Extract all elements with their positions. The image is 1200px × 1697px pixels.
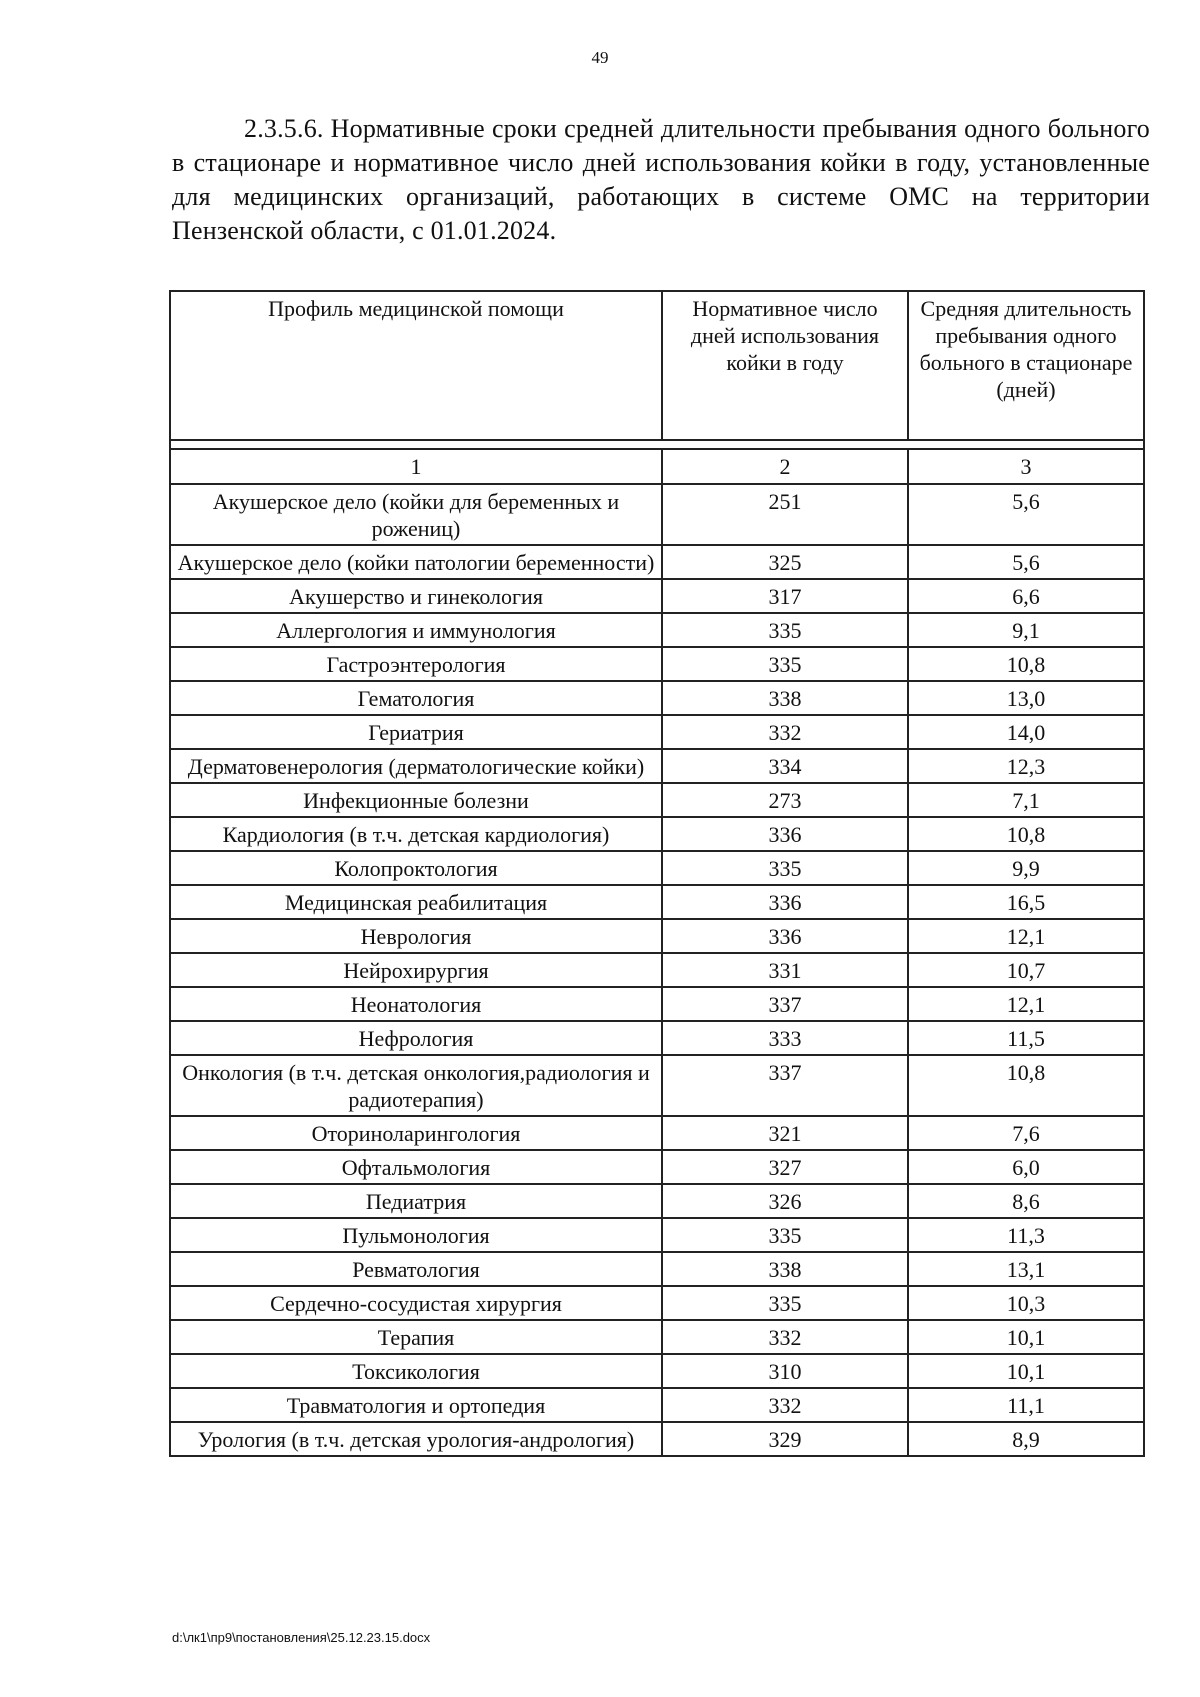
table-row — [170, 1150, 1144, 1184]
cell-avg-stay: 10,1 — [908, 1320, 1144, 1354]
cell-profile: Сердечно-сосудистая хирургия — [170, 1286, 662, 1320]
cell-profile: Акушерское дело (койки патологии беременности) — [170, 545, 662, 579]
cell-profile: Гастроэнтерология — [170, 647, 662, 681]
cell-bed-days: 332 — [662, 715, 908, 749]
cell-bed-days: 338 — [662, 681, 908, 715]
table-row — [170, 1055, 1144, 1116]
cell-profile: Травматология и ортопедия — [170, 1388, 662, 1422]
cell-avg-stay: 6,0 — [908, 1150, 1144, 1184]
cell-bed-days: 337 — [662, 987, 908, 1021]
cell-profile: Медицинская реабилитация — [170, 885, 662, 919]
cell-bed-days: 332 — [662, 1388, 908, 1422]
table-row — [170, 715, 1144, 749]
cell-avg-stay: 10,8 — [908, 1055, 1144, 1116]
table-row — [170, 1354, 1144, 1388]
table-row — [170, 783, 1144, 817]
cell-profile: Урология (в т.ч. детская урология-андрология) — [170, 1422, 662, 1456]
cell-avg-stay: 9,1 — [908, 613, 1144, 647]
table-row — [170, 1422, 1144, 1456]
column-number: 1 — [170, 449, 662, 484]
table-row — [170, 1021, 1144, 1055]
cell-profile: Нейрохирургия — [170, 953, 662, 987]
cell-avg-stay: 13,1 — [908, 1252, 1144, 1286]
cell-profile: Оториноларингология — [170, 1116, 662, 1150]
cell-bed-days: 335 — [662, 1286, 908, 1320]
cell-profile: Нефрология — [170, 1021, 662, 1055]
cell-bed-days: 335 — [662, 851, 908, 885]
cell-bed-days: 334 — [662, 749, 908, 783]
cell-bed-days: 310 — [662, 1354, 908, 1388]
cell-profile: Акушерское дело (койки для беременных и рожениц) — [170, 484, 662, 545]
column-number: 3 — [908, 449, 1144, 484]
cell-avg-stay: 11,3 — [908, 1218, 1144, 1252]
page-number: 49 — [591, 48, 609, 67]
cell-profile: Инфекционные болезни — [170, 783, 662, 817]
header-avg-stay: Средняя длительность пребывания одного больного в стационаре (дней) — [908, 291, 1144, 440]
cell-bed-days: 335 — [662, 1218, 908, 1252]
table-row — [170, 484, 1144, 545]
cell-avg-stay: 16,5 — [908, 885, 1144, 919]
cell-bed-days: 325 — [662, 545, 908, 579]
header-profile: Профиль медицинской помощи — [170, 291, 662, 440]
cell-profile: Колопроктология — [170, 851, 662, 885]
cell-avg-stay: 8,6 — [908, 1184, 1144, 1218]
cell-bed-days: 337 — [662, 1055, 908, 1116]
cell-avg-stay: 10,8 — [908, 817, 1144, 851]
column-number: 2 — [662, 449, 908, 484]
cell-bed-days: 336 — [662, 919, 908, 953]
section-heading: 2.3.5.6. Нормативные сроки средней длительности пребывания одного больного в стационаре и нормативное число дней использования койки в году, установленные для медицинских организаций, работающих в системе ОМС на территории Пензенской области, с 01.01.2024. — [172, 114, 1150, 245]
cell-bed-days: 317 — [662, 579, 908, 613]
table-row — [170, 681, 1144, 715]
table-row — [170, 1388, 1144, 1422]
table-row — [170, 885, 1144, 919]
table-row — [170, 817, 1144, 851]
table-row — [170, 987, 1144, 1021]
cell-profile: Офтальмология — [170, 1150, 662, 1184]
cell-bed-days: 327 — [662, 1150, 908, 1184]
table-row — [170, 579, 1144, 613]
cell-avg-stay: 11,5 — [908, 1021, 1144, 1055]
cell-bed-days: 335 — [662, 613, 908, 647]
cell-profile: Ревматология — [170, 1252, 662, 1286]
cell-profile: Онкология (в т.ч. детская онкология,радиология и радиотерапия) — [170, 1055, 662, 1116]
table-row — [170, 953, 1144, 987]
cell-bed-days: 326 — [662, 1184, 908, 1218]
cell-avg-stay: 12,3 — [908, 749, 1144, 783]
cell-avg-stay: 8,9 — [908, 1422, 1144, 1456]
cell-avg-stay: 10,8 — [908, 647, 1144, 681]
table-row — [170, 1252, 1144, 1286]
cell-avg-stay: 12,1 — [908, 919, 1144, 953]
table-header-row — [170, 291, 1144, 440]
header-bed-days: Нормативное число дней использования койки в году — [662, 291, 908, 440]
cell-bed-days: 273 — [662, 783, 908, 817]
cell-profile: Аллергология и иммунология — [170, 613, 662, 647]
cell-bed-days: 333 — [662, 1021, 908, 1055]
table-row — [170, 647, 1144, 681]
cell-avg-stay: 13,0 — [908, 681, 1144, 715]
table-row — [170, 851, 1144, 885]
cell-avg-stay: 11,1 — [908, 1388, 1144, 1422]
cell-bed-days: 336 — [662, 817, 908, 851]
cell-avg-stay: 10,7 — [908, 953, 1144, 987]
cell-profile: Гематология — [170, 681, 662, 715]
cell-avg-stay: 9,9 — [908, 851, 1144, 885]
cell-profile: Неонатология — [170, 987, 662, 1021]
table-row — [170, 613, 1144, 647]
table-row — [170, 919, 1144, 953]
cell-avg-stay: 6,6 — [908, 579, 1144, 613]
cell-profile: Токсикология — [170, 1354, 662, 1388]
cell-avg-stay: 10,1 — [908, 1354, 1144, 1388]
table-row — [170, 1320, 1144, 1354]
cell-profile: Педиатрия — [170, 1184, 662, 1218]
cell-profile: Пульмонология — [170, 1218, 662, 1252]
table-row — [170, 1286, 1144, 1320]
cell-profile: Кардиология (в т.ч. детская кардиология) — [170, 817, 662, 851]
cell-bed-days: 329 — [662, 1422, 908, 1456]
cell-bed-days: 331 — [662, 953, 908, 987]
column-number-row — [170, 449, 1144, 484]
cell-avg-stay: 5,6 — [908, 545, 1144, 579]
norms-table — [169, 290, 1145, 1457]
cell-profile: Неврология — [170, 919, 662, 953]
cell-profile: Гериатрия — [170, 715, 662, 749]
cell-avg-stay: 12,1 — [908, 987, 1144, 1021]
cell-bed-days: 338 — [662, 1252, 908, 1286]
file-path-footer: d:\лк1\пр9\постановления\25.12.23.15.docx — [172, 1630, 431, 1645]
cell-profile: Терапия — [170, 1320, 662, 1354]
cell-avg-stay: 5,6 — [908, 484, 1144, 545]
table-row — [170, 1116, 1144, 1150]
table-row — [170, 545, 1144, 579]
cell-bed-days: 251 — [662, 484, 908, 545]
table-row — [170, 749, 1144, 783]
cell-bed-days: 332 — [662, 1320, 908, 1354]
table-row — [170, 1218, 1144, 1252]
cell-bed-days: 335 — [662, 647, 908, 681]
cell-avg-stay: 10,3 — [908, 1286, 1144, 1320]
table-row — [170, 1184, 1144, 1218]
cell-profile: Акушерство и гинекология — [170, 579, 662, 613]
cell-bed-days: 321 — [662, 1116, 908, 1150]
cell-profile: Дерматовенерология (дерматологические койки) — [170, 749, 662, 783]
cell-avg-stay: 7,6 — [908, 1116, 1144, 1150]
cell-avg-stay: 7,1 — [908, 783, 1144, 817]
cell-avg-stay: 14,0 — [908, 715, 1144, 749]
header-separator — [170, 440, 1144, 449]
cell-bed-days: 336 — [662, 885, 908, 919]
